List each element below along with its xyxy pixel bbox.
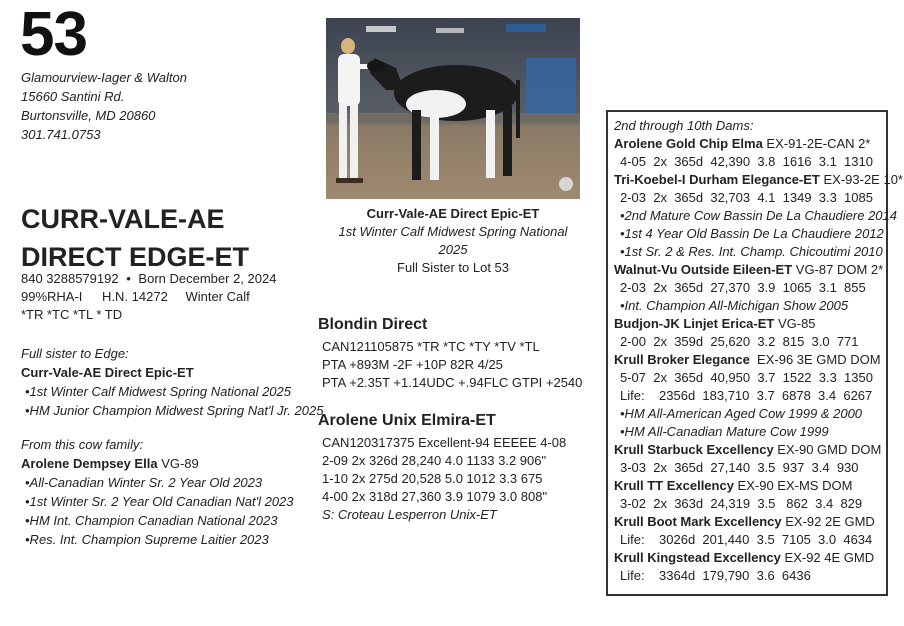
dam-name: Walnut-Vu Outside Eileen-ET xyxy=(614,262,793,277)
pedigree-rows xyxy=(614,135,903,585)
dam-name: Krull Kingstead Excellency xyxy=(614,550,781,565)
full-sister-award: •HM Junior Champion Midwest Spring Nat'l Jr. 2025 xyxy=(25,403,324,418)
dam-classification: EX-96 3E GMD DOM xyxy=(749,352,881,367)
pedigree-record: 2-00 2x 359d 25,620 3.2 815 3.0 771 xyxy=(620,334,859,349)
full-sister-award: •1st Winter Calf Midwest Spring National 2025 xyxy=(25,384,291,399)
sire-info-line: PTA +2.35T +1.14UDC +.94FLC GTPI +2540 xyxy=(322,375,583,390)
pedigree-dam-name xyxy=(614,513,886,531)
pedigree-award: •Int. Champion All-Michigan Show 2005 xyxy=(620,298,849,313)
dam-name: Budjon-JK Linjet Erica-ET xyxy=(614,316,775,331)
consignor-name: Glamourview-Iager & Walton xyxy=(21,70,187,85)
animal-name-line-1: CURR-VALE-AE xyxy=(21,204,225,234)
full-sister-heading: Full sister to Edge: xyxy=(21,346,129,361)
birth-date: Born December 2, 2024 xyxy=(138,271,277,286)
photo-caption-name: Curr-Vale-AE Direct Epic-ET xyxy=(366,206,540,221)
consignor-phone: 301.741.0753 xyxy=(21,127,101,142)
cow-family-heading: From this cow family: xyxy=(21,437,144,452)
full-sister-block xyxy=(21,344,323,420)
dam-record-line: 4-00 2x 318d 27,360 3.9 1079 3.0 808" xyxy=(322,489,548,504)
sire-info-line: CAN121105875 *TR *TC *TY *TV *TL xyxy=(322,339,540,354)
dam-classification: EX-91-2E-CAN 2* xyxy=(762,136,871,151)
lot-number: 53 xyxy=(20,0,87,69)
animal-name xyxy=(21,200,249,276)
photo-caption-award: 1st Winter Calf Midwest Spring National 2025 xyxy=(338,224,568,257)
dam-record-line: 2-09 2x 326d 28,240 4.0 1133 3.2 906" xyxy=(322,453,547,468)
age-class: Winter Calf xyxy=(185,289,250,304)
pedigree-dam-name xyxy=(614,441,886,459)
pedigree-record: Life: 3026d 201,440 3.5 7105 3.0 4634 xyxy=(620,532,873,547)
photo-caption-note: Full Sister to Lot 53 xyxy=(397,260,509,275)
pedigree-dam-name xyxy=(614,261,886,279)
dam-classification: EX-92 2E GMD xyxy=(781,514,875,529)
sire-info-line: PTA +893M -2F +10P 82R 4/25 xyxy=(322,357,503,372)
pedigree-award: •2nd Mature Cow Bassin De La Chaudiere 2014 xyxy=(620,208,897,223)
cow-family-award: •All-Canadian Winter Sr. 2 Year Old 2023 xyxy=(25,475,263,490)
pedigree-box xyxy=(606,110,903,596)
pedigree-record: Life: 3364d 179,790 3.6 6436 xyxy=(620,568,811,583)
dam-classification: EX-92 4E GMD xyxy=(780,550,875,565)
cow-photo xyxy=(326,18,580,199)
pedigree-heading: 2nd through 10th Dams: xyxy=(614,118,754,133)
pedigree-record: 5-07 2x 365d 40,950 3.7 1522 3.3 1350 xyxy=(620,370,873,385)
dam-classification: EX-90 EX-MS DOM xyxy=(733,478,853,493)
dam-name: Krull Starbuck Excellency xyxy=(614,442,774,457)
dam-classification: VG-85 xyxy=(774,316,816,331)
dam-info-line: CAN120317375 Excellent-94 EEEEE 4-08 xyxy=(322,435,567,450)
cow-family-award: •Res. Int. Champion Supreme Laitier 2023 xyxy=(25,532,269,547)
consignor-city: Burtonsville, MD 20860 xyxy=(21,108,156,123)
registration-number: 840 3288579192 xyxy=(21,271,119,286)
cow-family-score: VG-89 xyxy=(161,456,199,471)
genetic-codes: *TR *TC *TL * TD xyxy=(21,307,123,322)
pedigree-record: Life: 2356d 183,710 3.7 6878 3.4 6267 xyxy=(620,388,873,403)
herd-number: H.N. 14272 xyxy=(102,289,168,304)
pedigree-award: •HM All-American Aged Cow 1999 & 2000 xyxy=(620,406,863,421)
pedigree-record: 2-03 2x 365d 32,703 4.1 1349 3.3 1085 xyxy=(620,190,873,205)
bullet-separator: • xyxy=(126,271,131,286)
pedigree-dam-name xyxy=(614,477,886,495)
pedigree-dam-name xyxy=(614,351,886,369)
dam-name: Arolene Gold Chip Elma xyxy=(614,136,763,151)
dam-sire-line: S: Croteau Lesperron Unix-ET xyxy=(322,507,497,522)
photo-caption xyxy=(326,205,580,277)
pedigree-record: 3-02 2x 363d 24,319 3.5 862 3.4 829 xyxy=(620,496,863,511)
pedigree-dam-name xyxy=(614,171,903,189)
dam-name: Krull TT Excellency xyxy=(614,478,734,493)
dam-name: Tri-Koebel-I Durham Elegance-ET xyxy=(614,172,820,187)
cow-family-award: •1st Winter Sr. 2 Year Old Canadian Nat'l 2023 xyxy=(25,494,294,509)
registration-info xyxy=(21,270,276,324)
animal-name-line-2: DIRECT EDGE-ET xyxy=(21,242,250,272)
pedigree-dam-name xyxy=(614,549,886,567)
pedigree-award: •HM All-Canadian Mature Cow 1999 xyxy=(620,424,829,439)
pedigree-dam-name xyxy=(614,135,886,153)
rha-percent: 99%RHA-I xyxy=(21,289,83,304)
dam-classification: EX-93-2E 10* xyxy=(819,172,903,187)
pedigree-award: •1st Sr. 2 & Res. Int. Champ. Chicoutimi 2010 xyxy=(620,244,883,259)
cow-family-name: Arolene Dempsey Ella xyxy=(21,456,158,471)
pedigree-dam-name xyxy=(614,315,886,333)
sire-name: Blondin Direct xyxy=(318,316,428,333)
dam-classification: VG-87 DOM 2* xyxy=(792,262,884,277)
pedigree-record: 2-03 2x 365d 27,370 3.9 1065 3.1 855 xyxy=(620,280,866,295)
pedigree-record: 4-05 2x 365d 42,390 3.8 1616 3.1 1310 xyxy=(620,154,873,169)
pedigree-award: •1st 4 Year Old Bassin De La Chaudiere 2012 xyxy=(620,226,884,241)
dam-name: Arolene Unix Elmira-ET xyxy=(318,412,496,429)
full-sister-name: Curr-Vale-AE Direct Epic-ET xyxy=(21,365,194,380)
show-ring-photo-image xyxy=(326,18,580,199)
cow-family-block xyxy=(21,435,294,549)
pedigree-record: 3-03 2x 365d 27,140 3.5 937 3.4 930 xyxy=(620,460,859,475)
consignor-address xyxy=(21,68,187,144)
dam-name: Krull Broker Elegance xyxy=(614,352,750,367)
dam-classification: EX-90 GMD DOM xyxy=(773,442,882,457)
consignor-street: 15660 Santini Rd. xyxy=(21,89,125,104)
dam-record-line: 1-10 2x 275d 20,528 5.0 1012 3.3 675 xyxy=(322,471,543,486)
cow-family-award: •HM Int. Champion Canadian National 2023 xyxy=(25,513,278,528)
dam-name: Krull Boot Mark Excellency xyxy=(614,514,782,529)
